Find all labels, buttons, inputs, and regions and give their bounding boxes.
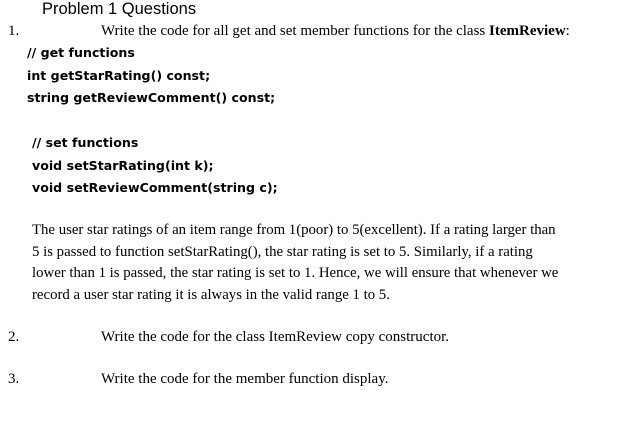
question-3-number: 3. xyxy=(8,371,20,387)
set-functions-code xyxy=(32,132,278,200)
paragraph-line: 5 is passed to function setStarRating(), the star rating is set to 5. Similarly, if a rating xyxy=(32,243,533,260)
page-title: Problem 1 Questions xyxy=(42,0,197,18)
rating-description-paragraph xyxy=(32,220,612,306)
code-line: string getReviewComment() const; xyxy=(27,90,276,105)
get-functions-code xyxy=(27,42,275,110)
question-1-number: 1. xyxy=(8,23,20,39)
question-2-text: Write the code for the class ItemReview copy constructor. xyxy=(101,329,450,345)
code-line: int getStarRating() const; xyxy=(27,67,211,83)
paragraph-line: lower than 1 is passed, the star rating is set to 1. Hence, we will ensure that whenever we xyxy=(32,265,559,281)
paragraph-line: record a user star rating it is always in the valid range 1 to 5. xyxy=(32,286,390,303)
paragraph-line: The user star ratings of an item range from 1(poor) to 5(excellent). If a rating larger than xyxy=(32,222,556,238)
question-1-text: Write the code for all get and set member functions for the class ItemReview: xyxy=(101,23,570,39)
code-line: void setStarRating(int k); xyxy=(32,157,214,173)
code-line: void setReviewComment(string c); xyxy=(32,180,278,195)
question-2-number: 2. xyxy=(8,329,20,345)
question-3-text: Write the code for the member function display. xyxy=(101,371,389,387)
code-line: // get functions xyxy=(27,45,135,60)
code-line: // set functions xyxy=(32,135,139,150)
class-name: ItemReview xyxy=(489,23,566,39)
